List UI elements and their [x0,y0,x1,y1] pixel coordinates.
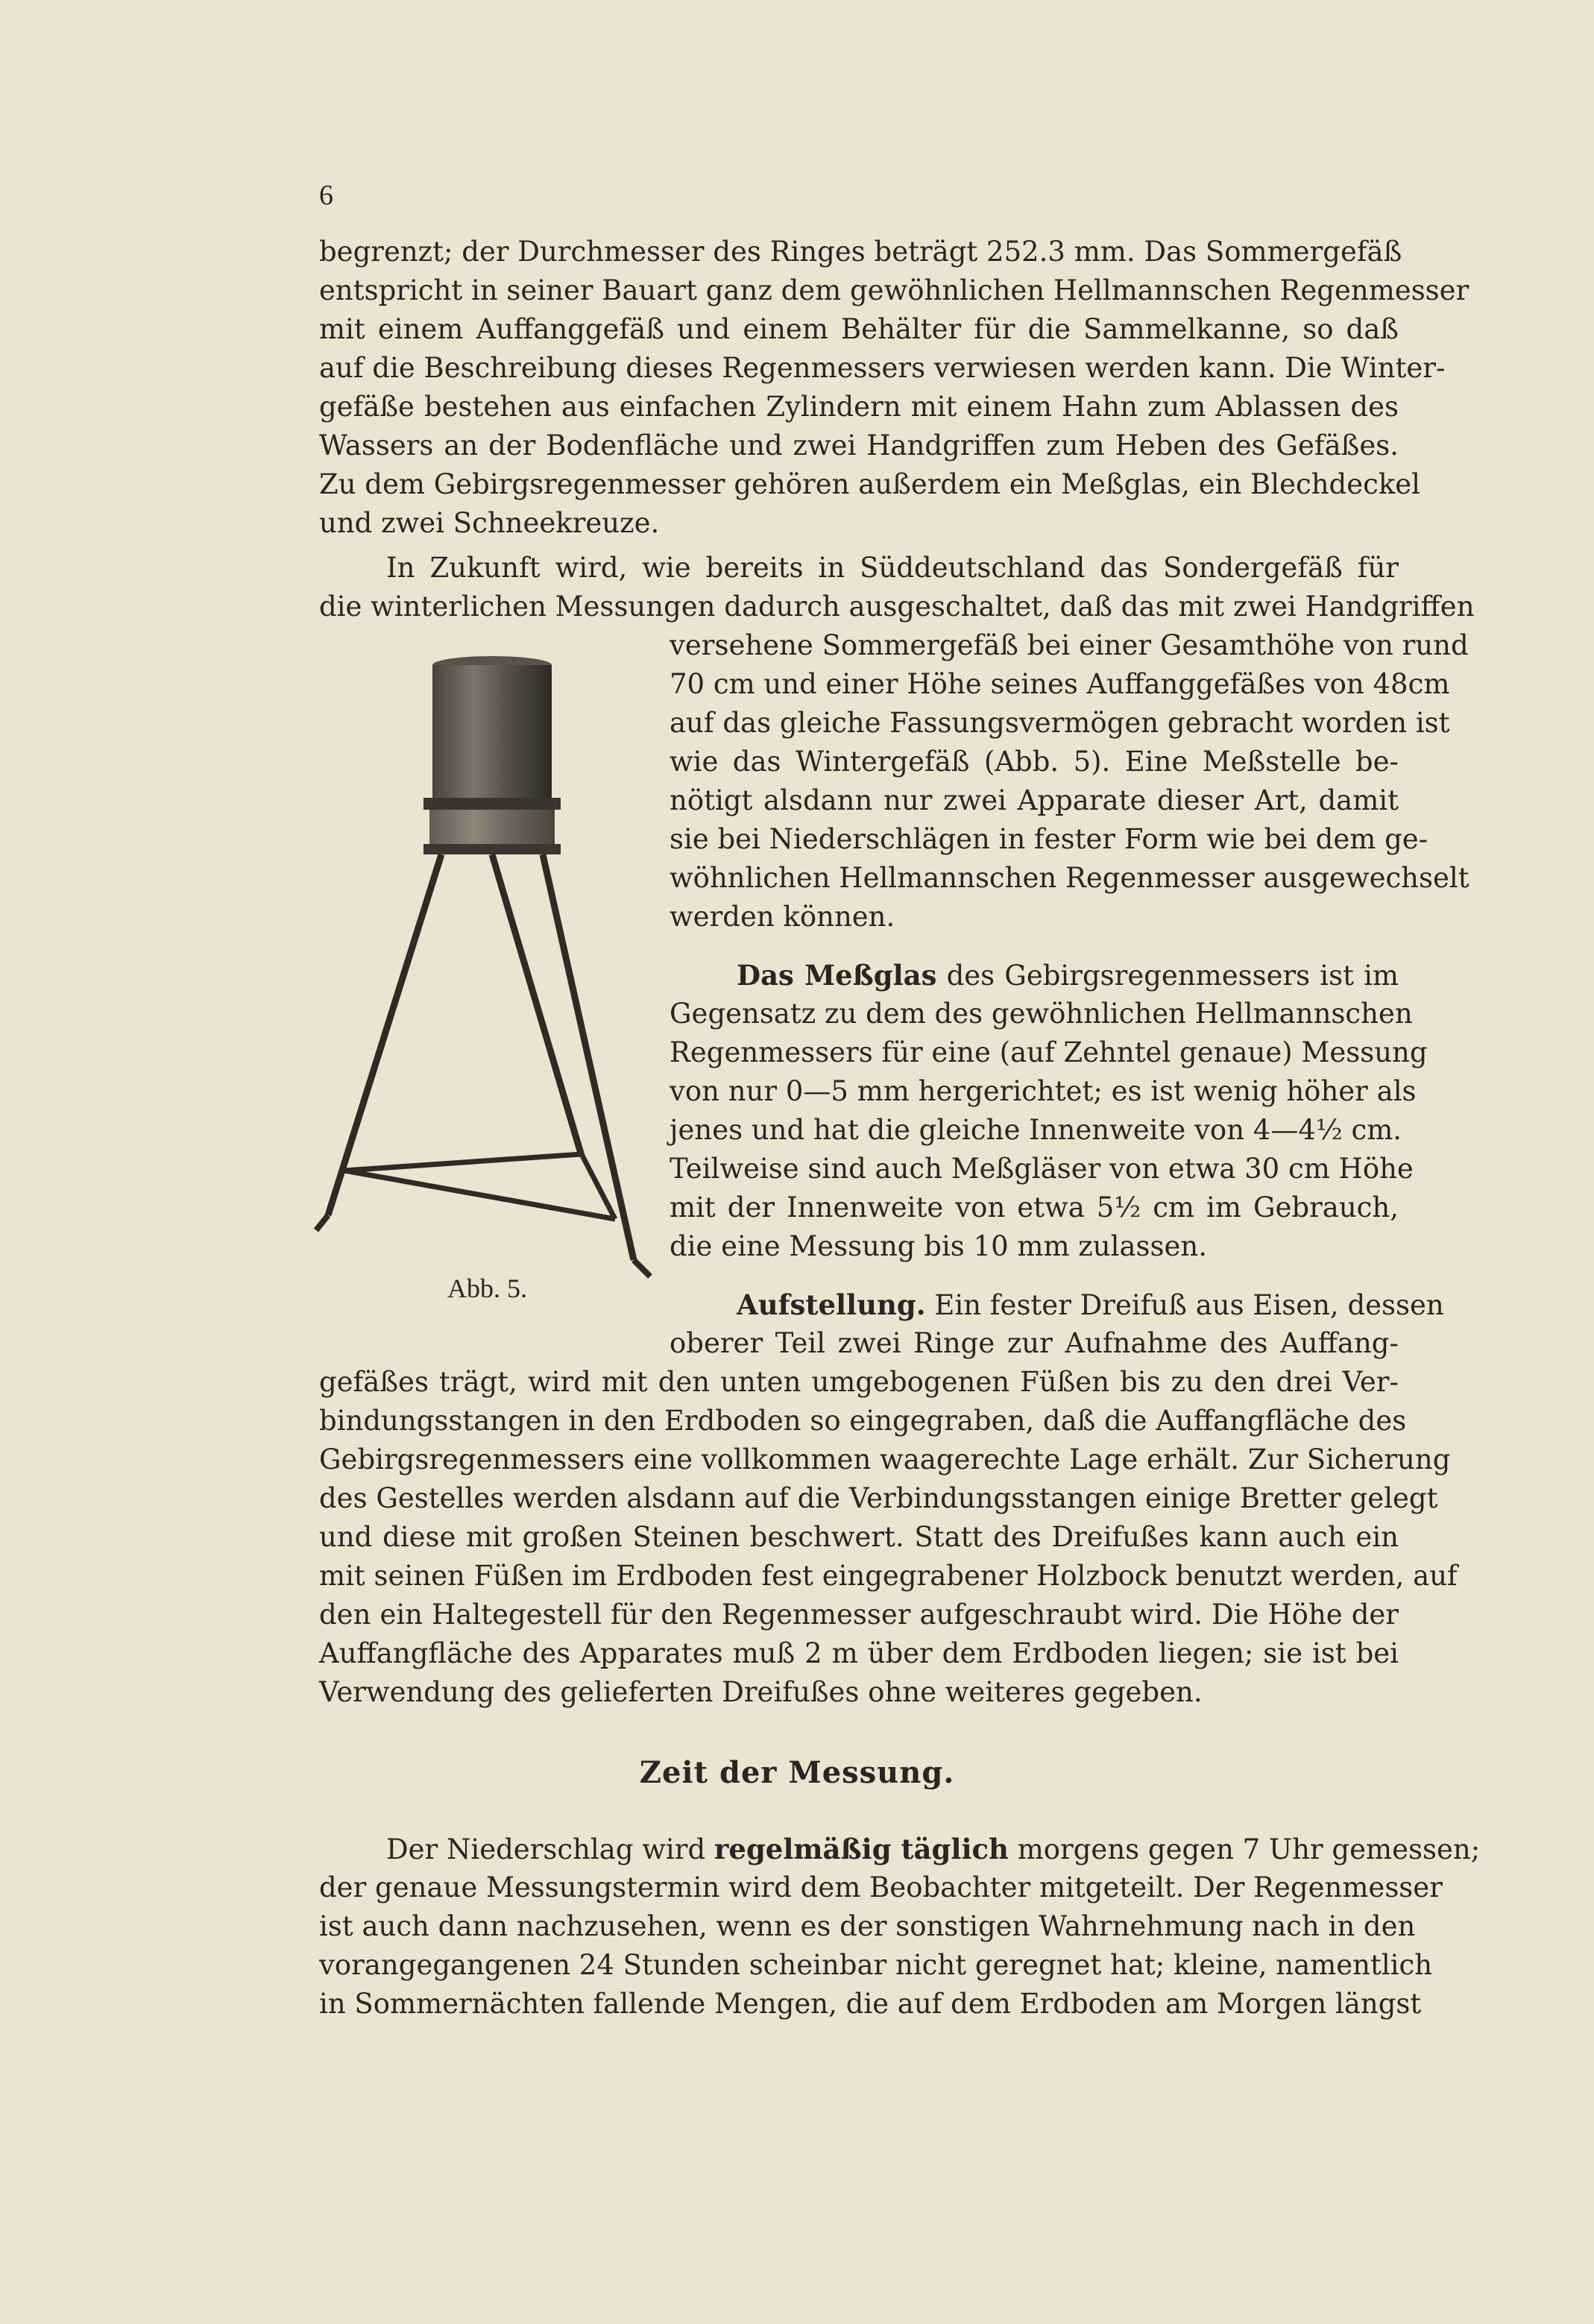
paragraph-line: ist auch dann nachzusehen, wenn es der sonstigen Wahrnehmung nach in den [319,1910,1416,1942]
zeit-lead: Der Niederschlag wird [386,1833,714,1865]
paragraph-line: des Gestelles werden alsdann auf die Verbindungsstangen einige Bretter gelegt [319,1482,1438,1514]
paragraph-line: Zu dem Gebirgsregenmesser gehören außerdem ein Meßglas, ein Blechdeckel [319,468,1420,500]
paragraph-line: Gebirgsregenmessers eine vollkommen waagerechte Lage erhält. Zur Sicherung [319,1443,1451,1476]
paragraph-line: und zwei Schneekreuze. [319,507,660,539]
paragraph-line: Auffangfläche des Apparates muß 2 m über dem Erdboden liegen; sie ist bei [319,1637,1399,1669]
paragraph-line: mit der Innenweite von etwa 5½ cm im Gebrauch, [670,1191,1399,1224]
paragraph-line: begrenzt; der Durchmesser des Ringes beträgt 252.3 mm. Das Sommergefäß [319,236,1402,268]
paragraph-line: Wassers an der Bodenfläche und zwei Handgriffen zum Heben des Gefäßes. [319,429,1399,462]
aufstellung-first-rest: Ein fester Dreifuß aus Eisen, dessen [925,1289,1444,1321]
paragraph-line: Gegensatz zu dem des gewöhnlichen Hellmannschen [670,998,1413,1030]
zeit-first-line [319,1830,1481,1869]
paragraph-line: wöhnlichen Hellmannschen Regenmesser ausgewechselt [670,862,1469,894]
paragraph-line: 70 cm und einer Höhe seines Auffanggefäßes von 48cm [670,668,1450,700]
paragraph-line: auf das gleiche Fassungsvermögen gebracht worden ist [670,707,1450,739]
paragraph-line: sie bei Niederschlägen in fester Form wie bei dem ge- [670,823,1428,855]
paragraph-line: in Sommernächten fallende Mengen, die auf dem Erdboden am Morgen längst [319,1988,1422,2020]
page-number: 6 [319,180,333,211]
messglas-heading: Das Meßglas [737,959,937,992]
rain-gauge-illustration [313,649,656,1275]
paragraph-line: oberer Teil zwei Ringe zur Aufnahme des Auffang- [670,1327,1399,1359]
paragraph-line: nötigt alsdann nur zwei Apparate dieser Art, damit [670,784,1399,816]
paragraph-line: mit einem Auffanggefäß und einem Behälter für die Sammelkanne, so daß [319,313,1399,345]
paragraph-line: die eine Messung bis 10 mm zulassen. [670,1230,1207,1262]
paragraph-line: bindungsstangen in den Erdboden so eingegraben, daß die Auffangfläche des [319,1405,1407,1437]
paragraph-line: und diese mit großen Steinen beschwert. Statt des Dreifußes kann auch ein [319,1521,1399,1553]
paragraph-line: In Zukunft wird, wie bereits in Süddeutschland das Sondergefäß für [386,552,1399,584]
messglas-first-line [670,956,1399,995]
aufstellung-first-line [670,1285,1444,1325]
paragraph-line: vorangegangenen 24 Stunden scheinbar nicht geregnet hat; kleine, namentlich [319,1949,1433,1981]
paragraph-line: werden können. [670,901,895,933]
paragraph-line: gefäßes trägt, wird mit den unten umgebogenen Füßen bis zu den drei Ver- [319,1366,1399,1398]
paragraph-line: der genaue Messungstermin wird dem Beobachter mitgeteilt. Der Regenmesser [319,1871,1443,1903]
section-heading: Zeit der Messung. [639,1755,955,1790]
paragraph-line: wie das Wintergefäß (Abb. 5). Eine Meßstelle be- [670,746,1399,778]
paragraph-line: die winterlichen Messungen dadurch ausgeschaltet, daß das mit zwei Handgriffen [319,591,1475,623]
zeit-bold: regelmäßig täglich [713,1833,1009,1865]
aufstellung-heading: Aufstellung. [737,1288,926,1321]
paragraph-line: Regenmessers für eine (auf Zehntel genaue) Messung [670,1036,1428,1068]
paragraph-line: den ein Haltegestell für den Regenmesser aufgeschraubt wird. Die Höhe der [319,1599,1399,1631]
paragraph-line: gefäße bestehen aus einfachen Zylindern mit einem Hahn zum Ablassen des [319,391,1399,423]
paragraph-line: jenes und hat die gleiche Innenweite von 4—4½ cm. [670,1114,1402,1146]
paragraph-line: Verwendung des gelieferten Dreifußes ohne weiteres gegeben. [319,1676,1203,1708]
paragraph-line: versehene Sommergefäß bei einer Gesamthöhe von rund [670,629,1469,661]
zeit-first-rest: morgens gegen 7 Uhr gemessen; [1008,1833,1481,1865]
paragraph-line: Teilweise sind auch Meßgläser von etwa 30 cm Höhe [670,1153,1414,1185]
paragraph-line: mit seinen Füßen im Erdboden fest eingegrabener Holzbock benutzt werden, auf [319,1560,1458,1592]
paragraph-line: von nur 0—5 mm hergerichtet; es ist wenig höher als [670,1075,1417,1107]
messglas-first-rest: des Gebirgsregenmessers ist im [936,960,1399,992]
figure-caption: Abb. 5. [447,1273,527,1303]
paragraph-line: auf die Beschreibung dieses Regenmessers verwiesen werden kann. Die Winter- [319,352,1446,384]
paragraph-line: entspricht in seiner Bauart ganz dem gewöhnlichen Hellmannschen Regenmesser [319,274,1469,306]
